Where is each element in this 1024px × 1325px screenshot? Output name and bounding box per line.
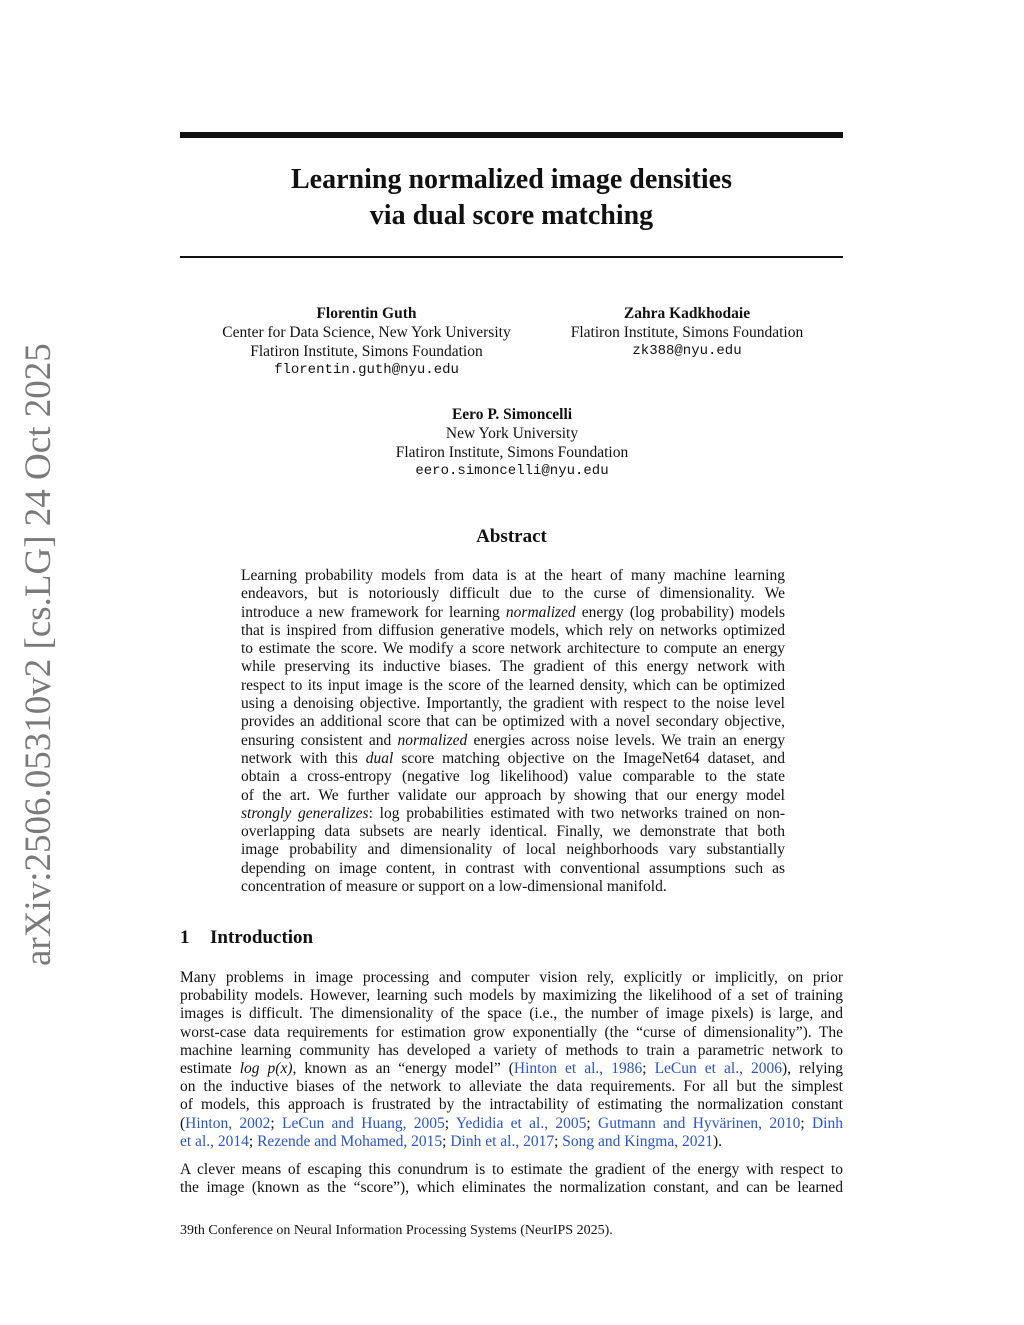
conference-footer: 39th Conference on Neural Information Processing Systems (NeurIPS 2025). <box>180 1223 613 1238</box>
author-affiliation: Flatiron Institute, Simons Foundation <box>395 444 629 461</box>
title-rule-bottom <box>180 256 843 258</box>
paragraph-line: et al., 2014; Rezende and Mohamed, 2015; Dinh et al., 2017; Song and Kingma, 2021). <box>180 1132 723 1150</box>
abstract-line: strongly generalizes: log probabilities estimated with two networks trained on non- <box>241 804 785 822</box>
author-email: florentin.guth@nyu.edu <box>274 362 459 378</box>
abstract-line: that is inspired from diffusion generative models, which rely on networks optimized <box>241 621 785 639</box>
paragraph-line: machine learning community has developed a variety of methods to train a parametric network to <box>180 1041 843 1059</box>
author-block-simoncelli <box>362 405 662 481</box>
paragraph-line: of models, this approach is frustrated by the intractability of estimating the normalization constant <box>180 1096 843 1114</box>
title-line-2: via dual score matching <box>369 200 654 231</box>
author-email: eero.simoncelli@nyu.edu <box>415 463 609 479</box>
paragraph-line: A clever means of escaping this conundrum is to estimate the gradient of the energy with respect to <box>180 1161 843 1178</box>
abstract-line: using a denoising objective. Importantly, the gradient with respect to the noise level <box>241 695 785 713</box>
abstract-line: obtain a cross-entropy (negative log likelihood) value comparable to the state <box>241 768 785 786</box>
citation-link[interactable]: Hinton, 2002 <box>185 1114 271 1132</box>
abstract-body <box>241 567 785 896</box>
citation-link[interactable]: Hinton et al., 1986 <box>513 1059 643 1077</box>
section-number: 1 <box>180 927 190 948</box>
abstract-line: ensuring consistent and normalized energies across noise levels. We train an energy <box>241 731 785 749</box>
paragraph-line: (Hinton, 2002; LeCun and Huang, 2005; Yedidia et al., 2005; Gutmann and Hyvärinen, 2010; Dinh <box>180 1114 843 1132</box>
math-expression: log p(x) <box>239 1059 293 1077</box>
citation-link[interactable]: et al., 2014 <box>180 1132 249 1150</box>
abstract-line: endeavors, but is notoriously difficult due to the curse of dimensionality. We <box>241 585 785 603</box>
author-name: Florentin Guth <box>316 305 417 322</box>
citation-link[interactable]: Yedidia et al., 2005 <box>455 1114 587 1132</box>
abstract-line: provides an additional score that can be optimized with a novel secondary objective, <box>241 713 785 731</box>
citation-link[interactable]: Rezende and Mohamed, 2015 <box>257 1132 443 1150</box>
author-name: Zahra Kadkhodaie <box>623 305 751 322</box>
paragraph-line: on the inductive biases of the network to alleviate the data requirements. For all but the simplest <box>180 1078 843 1096</box>
paragraph-line: the image (known as the “score”), which eliminates the normalization constant, and can be learned <box>180 1179 843 1197</box>
paragraph-line: images is difficult. The dimensionality of the space (i.e., the number of image pixels) is large, and <box>180 1005 843 1023</box>
intro-paragraph-2 <box>180 1161 843 1197</box>
citation-link[interactable]: Dinh <box>811 1114 843 1132</box>
arxiv-stamp: arXiv:2506.05310v2 [cs.LG] 24 Oct 2025 <box>18 343 59 966</box>
paragraph-line: worst-case data requirements for estimation grow exponentially (the “curse of dimensionality”). The <box>180 1023 843 1041</box>
citation-link[interactable]: Gutmann and Hyvärinen, 2010 <box>598 1114 801 1132</box>
abstract-line: respect to its input image is the score of the learned density, which can be optimized <box>241 676 785 694</box>
title-line-1: Learning normalized image densities <box>291 164 732 195</box>
intro-paragraph-1 <box>180 969 843 1151</box>
author-block-kadkhodaie <box>552 304 822 361</box>
title-rule-top <box>180 132 843 138</box>
abstract-line: Learning probability models from data is at the heart of many machine learning <box>241 567 785 584</box>
abstract-line: introduce a new framework for learning normalized energy (log probability) models <box>241 603 786 621</box>
author-affiliation: Center for Data Science, New York University <box>222 324 511 341</box>
author-block-guth <box>200 304 533 380</box>
citation-link[interactable]: LeCun and Huang, 2005 <box>282 1114 445 1132</box>
emphasis-text: normalized <box>397 731 468 749</box>
abstract-line: depending on image content, in contrast with conventional assumptions such as <box>241 859 785 877</box>
author-affiliation: New York University <box>445 425 579 442</box>
citation-link[interactable]: LeCun et al., 2006 <box>654 1059 783 1077</box>
emphasis-text: dual <box>365 749 394 767</box>
abstract-line: concentration of measure or support on a low-dimensional manifold. <box>241 878 667 896</box>
abstract-heading: Abstract <box>476 526 547 547</box>
citation-link[interactable]: Dinh et al., 2017 <box>450 1132 555 1150</box>
emphasis-text: strongly generalizes <box>241 804 369 822</box>
citation-link[interactable]: Song and Kingma, 2021 <box>562 1132 713 1150</box>
author-name: Eero P. Simoncelli <box>451 406 573 423</box>
abstract-line: overlapping data subsets are nearly identical. Finally, we demonstrate that both <box>241 823 785 841</box>
paragraph-line: probability models. However, learning such models by maximizing the likelihood of a set of training <box>180 987 843 1005</box>
author-email: zk388@nyu.edu <box>632 343 742 359</box>
abstract-line: image probability and dimensionality of local neighborhoods vary substantially <box>241 841 785 859</box>
paragraph-line: estimate log p(x), known as an “energy model” (Hinton et al., 1986; LeCun et al., 2006), relying <box>180 1059 843 1077</box>
abstract-line: network with this dual score matching objective on the ImageNet64 dataset, and <box>241 749 785 767</box>
author-affiliation: Flatiron Institute, Simons Foundation <box>570 324 804 341</box>
author-affiliation: Flatiron Institute, Simons Foundation <box>250 343 483 360</box>
emphasis-text: normalized <box>505 603 576 621</box>
abstract-line: to estimate the score. We modify a score network architecture to compute an energy <box>241 640 785 658</box>
abstract-line: of the art. We further validate our approach by showing that our energy model <box>241 786 785 804</box>
abstract-line: while preserving its inductive biases. The gradient of this energy network with <box>241 658 785 676</box>
section-heading <box>180 927 843 949</box>
paper-title <box>180 162 843 234</box>
section-title: Introduction <box>210 927 314 948</box>
paragraph-line: Many problems in image processing and computer vision rely, explicitly or implicitly, on prior <box>180 969 843 986</box>
